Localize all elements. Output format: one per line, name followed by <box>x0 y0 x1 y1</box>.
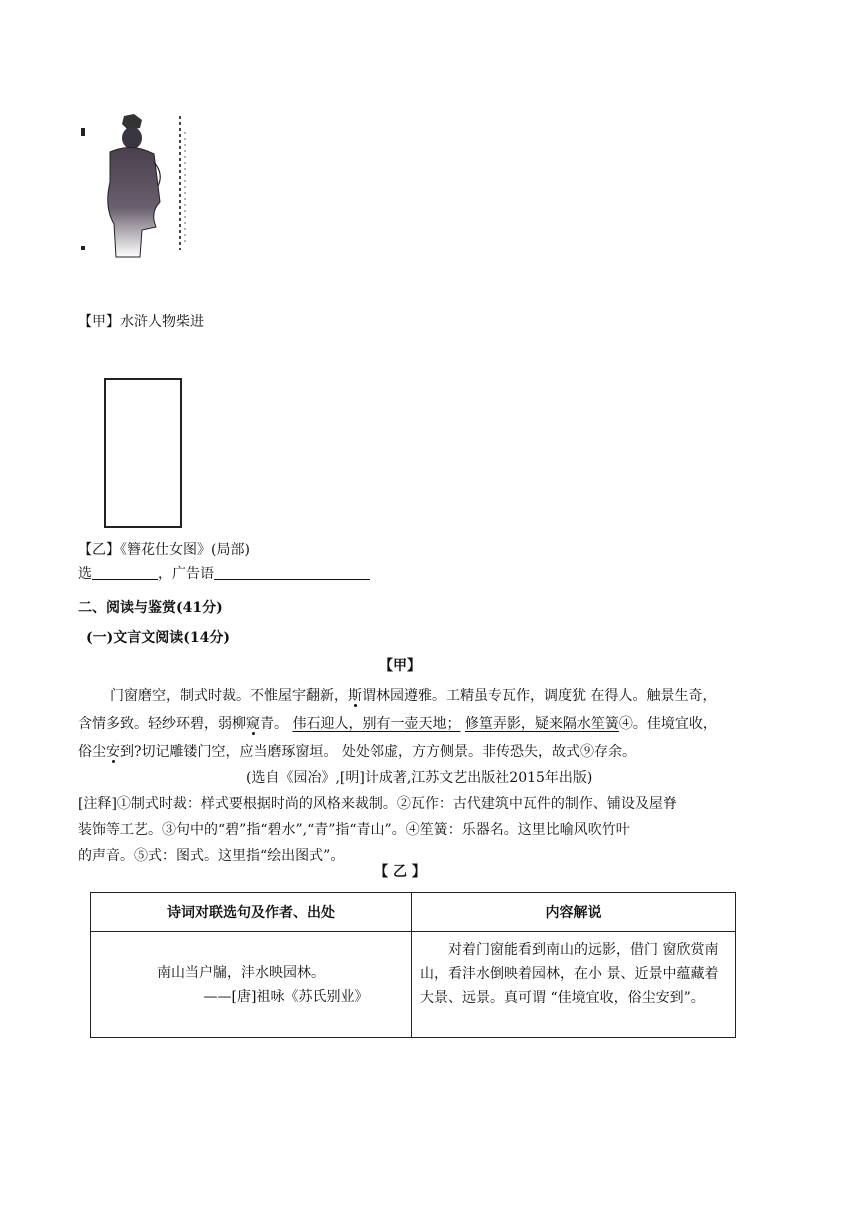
figure-b-image <box>104 378 182 528</box>
poem-author: ——[唐]祖咏《苏氏别业》 <box>203 988 369 1005</box>
figure-b-caption: 【乙】《簪花仕女图》(局部) <box>78 542 250 558</box>
table-header-row <box>91 893 736 932</box>
underlined-sentence-2: 修篁弄影，疑来隔水笙簧 <box>464 716 619 732</box>
table-header-cell: 诗词对联选句及作者、出处 <box>91 893 412 932</box>
note-line-3: 的声音。⑤式：图式。这里指“绘出图式”。 <box>78 848 345 864</box>
figure-a-image <box>80 112 190 262</box>
underlined-sentence-1: 伟石迎人，别有一壶天地； <box>292 716 461 732</box>
sub-section-heading: (一)文言文阅读(14分) <box>86 630 230 646</box>
emphasis-char: 窥 <box>246 716 260 732</box>
passage-a-line-2: 含情多致。轻纱环碧，弱柳窥青。 伟石迎人，别有一壶天地； 修篁弄影，疑来隔水笙簧④。佳境宜收， <box>78 716 717 732</box>
fill-line <box>78 560 370 588</box>
passage-a-source: (选自《园冶》,[明]计成著,江苏文艺出版社2015年出版) <box>246 770 593 786</box>
select-blank[interactable] <box>92 563 158 580</box>
note-line-2: 装饰等工艺。③句中的“碧”指“碧水”,“青”指“青山”。④笙簧：乐器名。这里比喻风吹竹叶 <box>78 822 630 838</box>
passage-a-line-1: 门窗磨空，制式时裁。不惟屋宇翻新，斯谓林园遵雅。工精虽专瓦作，调度犹 在得人。触景生奇， <box>110 688 717 704</box>
table-header-cell: 内容解说 <box>412 893 736 932</box>
poem-line: 南山当户牖，沣水映园林。 <box>157 964 325 981</box>
passage-b-title: 【 乙 】 <box>374 864 426 880</box>
ad-blank[interactable] <box>214 563 370 580</box>
note-line-1: [注释]①制式时裁：样式要根据时尚的风格来裁制。②瓦作：古代建筑中瓦件的制作、铺设及屋脊 <box>78 796 677 812</box>
poem-table <box>90 892 736 1038</box>
explanation-cell: 对着门窗能看到南山的远影，借门 窗欣赏南山，看沣水倒映着园林，在小 景、近景中蕴藏着大景、远景。真可谓 “佳境宜收，俗尘安到”。 <box>412 932 736 1038</box>
passage-a-line-3: 俗尘安到?切记雕镂门空，应当磨琢窗垣。 处处邻虚，方方侧景。非传恐失，故式⑨存余。 <box>78 744 636 760</box>
select-label: 选 <box>78 566 92 582</box>
passage-a-title: 【甲】 <box>379 658 421 674</box>
emphasis-char: 安 <box>106 744 120 760</box>
ad-label: ，广告语 <box>158 566 214 582</box>
emphasis-char: 斯 <box>348 688 362 704</box>
table-row <box>91 932 736 1038</box>
figure-a-caption: 【甲】水浒人物柴进 <box>78 314 204 330</box>
section-heading: 二、阅读与鉴赏(41分) <box>78 600 223 616</box>
poem-cell <box>91 932 412 1038</box>
chai-jin-figure-drawing <box>80 112 190 262</box>
